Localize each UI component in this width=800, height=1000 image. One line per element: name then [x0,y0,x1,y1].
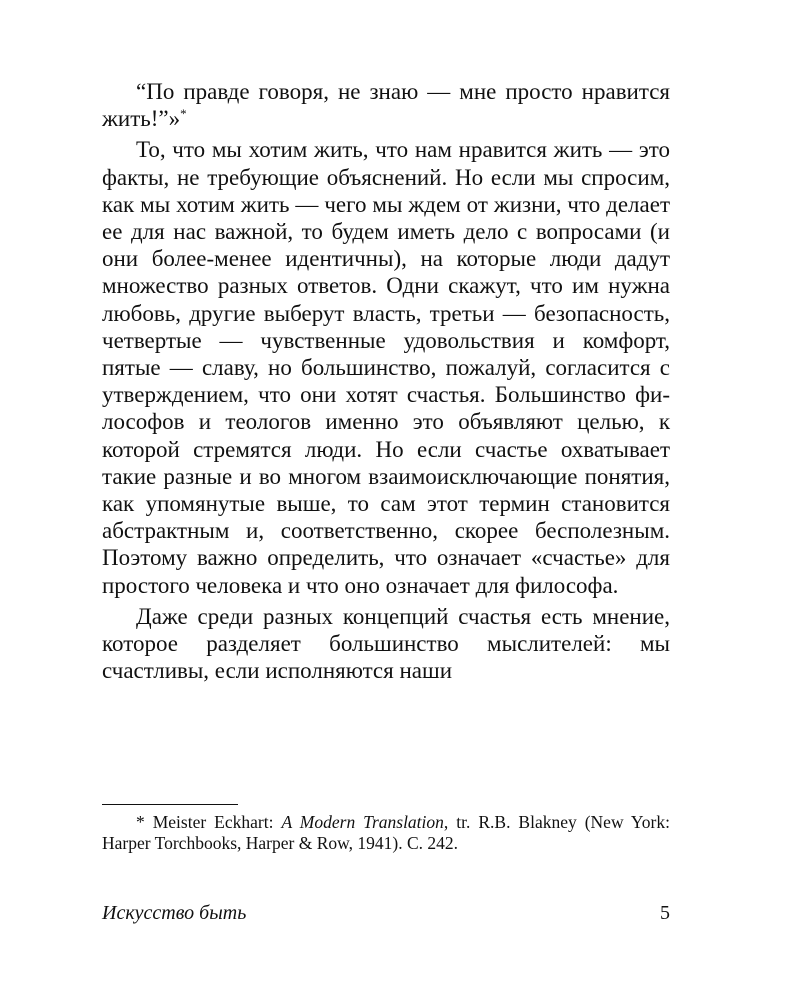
page-number: 5 [660,902,670,924]
paragraph-1-text: “По правде говоря, не знаю — мне просто нравится жить!”» [102,79,670,132]
paragraph-3: Даже среди разных концепций счастья есть мнение, которое разделяет большинство мыслителей: мы счастливы, если исполняются наши [102,603,670,684]
footnote [102,812,670,854]
footnote-author: Meister Eckhart: [152,812,282,832]
paragraph-1 [102,78,670,132]
footnote-title: A Modern Translation [281,812,444,832]
body-text [102,78,670,684]
running-title: Искусство быть [102,902,247,924]
paragraph-2: То, что мы хотим жить, что нам нравится жить — это факты, не требующие объяснений. Но если мы спросим, как мы хотим жить — чего мы ждем от жизни, что делает ее для нас важной, то будем иметь дело с вопросами (и они более-менее идентичны), на которые люди дадут множество разных ответов. Одни скажут, что им нужна любовь, другие выберут власть, третьи — безопасность, четвертые — чувственные удовольствия и комфорт, пятые — славу, но большинство, пожалуй, согласится с утверждением, что они хотят счастья. Большинство философов и теологов именно это объявляют целью, к которой стремятся люди. Но если счастье охватывает такие разные и во многом взаимоисключающие понятия, как упомянутые выше, то сам этот термин становится абстрактным и, соответственно, скорее бесполезным. Поэтому важно определить, что означает «счастье» для простого человека и что оно означает для философа. [102,137,670,598]
footnote-rest: , tr. R.B. Blakney (New York: Harper Torchbooks, Harper & Row, 1941). С. 242. [102,812,670,853]
footnote-mark: * [136,812,153,832]
footnote-divider [102,804,238,805]
page-body [102,78,670,684]
footnote-marker: * [180,106,187,122]
